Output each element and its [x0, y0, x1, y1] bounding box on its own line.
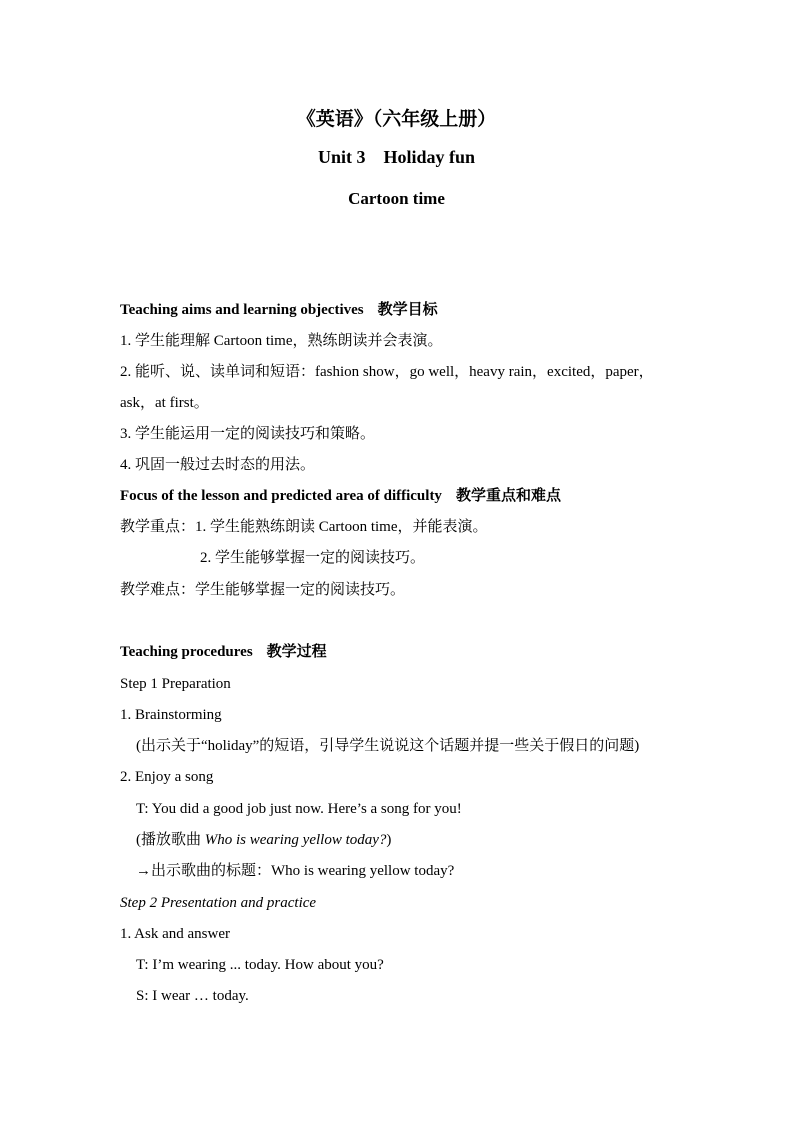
song-play-title: Who is wearing yellow today?: [204, 832, 387, 848]
aim-item-3: 3. 学生能运用一定的阅读技巧和策略。: [120, 426, 376, 442]
aim-item-4: 4. 巩固一般过去时态的用法。: [120, 457, 316, 473]
aims-heading-en: Teaching aims and learning objectives: [120, 302, 364, 318]
focus-heading-en: Focus of the lesson and predicted area of difficulty: [120, 488, 442, 504]
key-point-2: 2. 学生能够掌握一定的阅读技巧。: [200, 550, 426, 566]
brainstorming-item: 1. Brainstorming: [120, 707, 222, 723]
song-play-suffix: ): [386, 832, 392, 848]
step-1-heading: Step 1 Preparation: [120, 676, 231, 692]
song-play-prefix: (播放歌曲: [136, 832, 205, 848]
focus-heading: [120, 486, 561, 506]
procedures-heading: [120, 642, 327, 662]
aims-heading: [120, 300, 438, 320]
aim-item-1: 1. 学生能理解 Cartoon time，熟练朗读并会表演。: [120, 333, 443, 349]
ask-answer-item: 1. Ask and answer: [120, 926, 230, 942]
key-point-1: 教学重点：1. 学生能熟练朗读 Cartoon time，并能表演。: [120, 519, 488, 535]
song-teacher-line: T: You did a good job just now. Here’s a song for you!: [136, 801, 462, 817]
song-play-note: [136, 830, 391, 850]
aim-item-2: 2. 能听、说、读单词和短语：fashion show，go well，heavy rain，excited，paper，: [120, 364, 654, 380]
procedures-heading-en: Teaching procedures: [120, 644, 253, 660]
step-2-heading: Step 2 Presentation and practice: [120, 895, 317, 911]
ask-teacher-line: T: I’m wearing ... today. How about you?: [136, 957, 384, 973]
difficulty-point: 教学难点：学生能够掌握一定的阅读技巧。: [120, 582, 406, 598]
aim-item-2-cont: ask，at first。: [120, 395, 209, 411]
brainstorming-note: (出示关于“holiday”的短语，引导学生说说这个话题并提一些关于假日的问题): [136, 738, 640, 754]
focus-heading-cn: 教学重点和难点: [455, 488, 561, 504]
lesson-title: Cartoon time: [348, 189, 445, 208]
ask-student-line: S: I wear … today.: [136, 988, 249, 1004]
aims-heading-cn: 教学目标: [377, 302, 438, 318]
song-title-line: →出示歌曲的标题：Who is wearing yellow today?: [136, 863, 455, 879]
procedures-heading-cn: 教学过程: [266, 644, 327, 660]
book-title: 《英语》（六年级上册）: [296, 109, 497, 130]
enjoy-song-item: 2. Enjoy a song: [120, 769, 214, 785]
unit-title: Unit 3 Holiday fun: [317, 147, 476, 167]
